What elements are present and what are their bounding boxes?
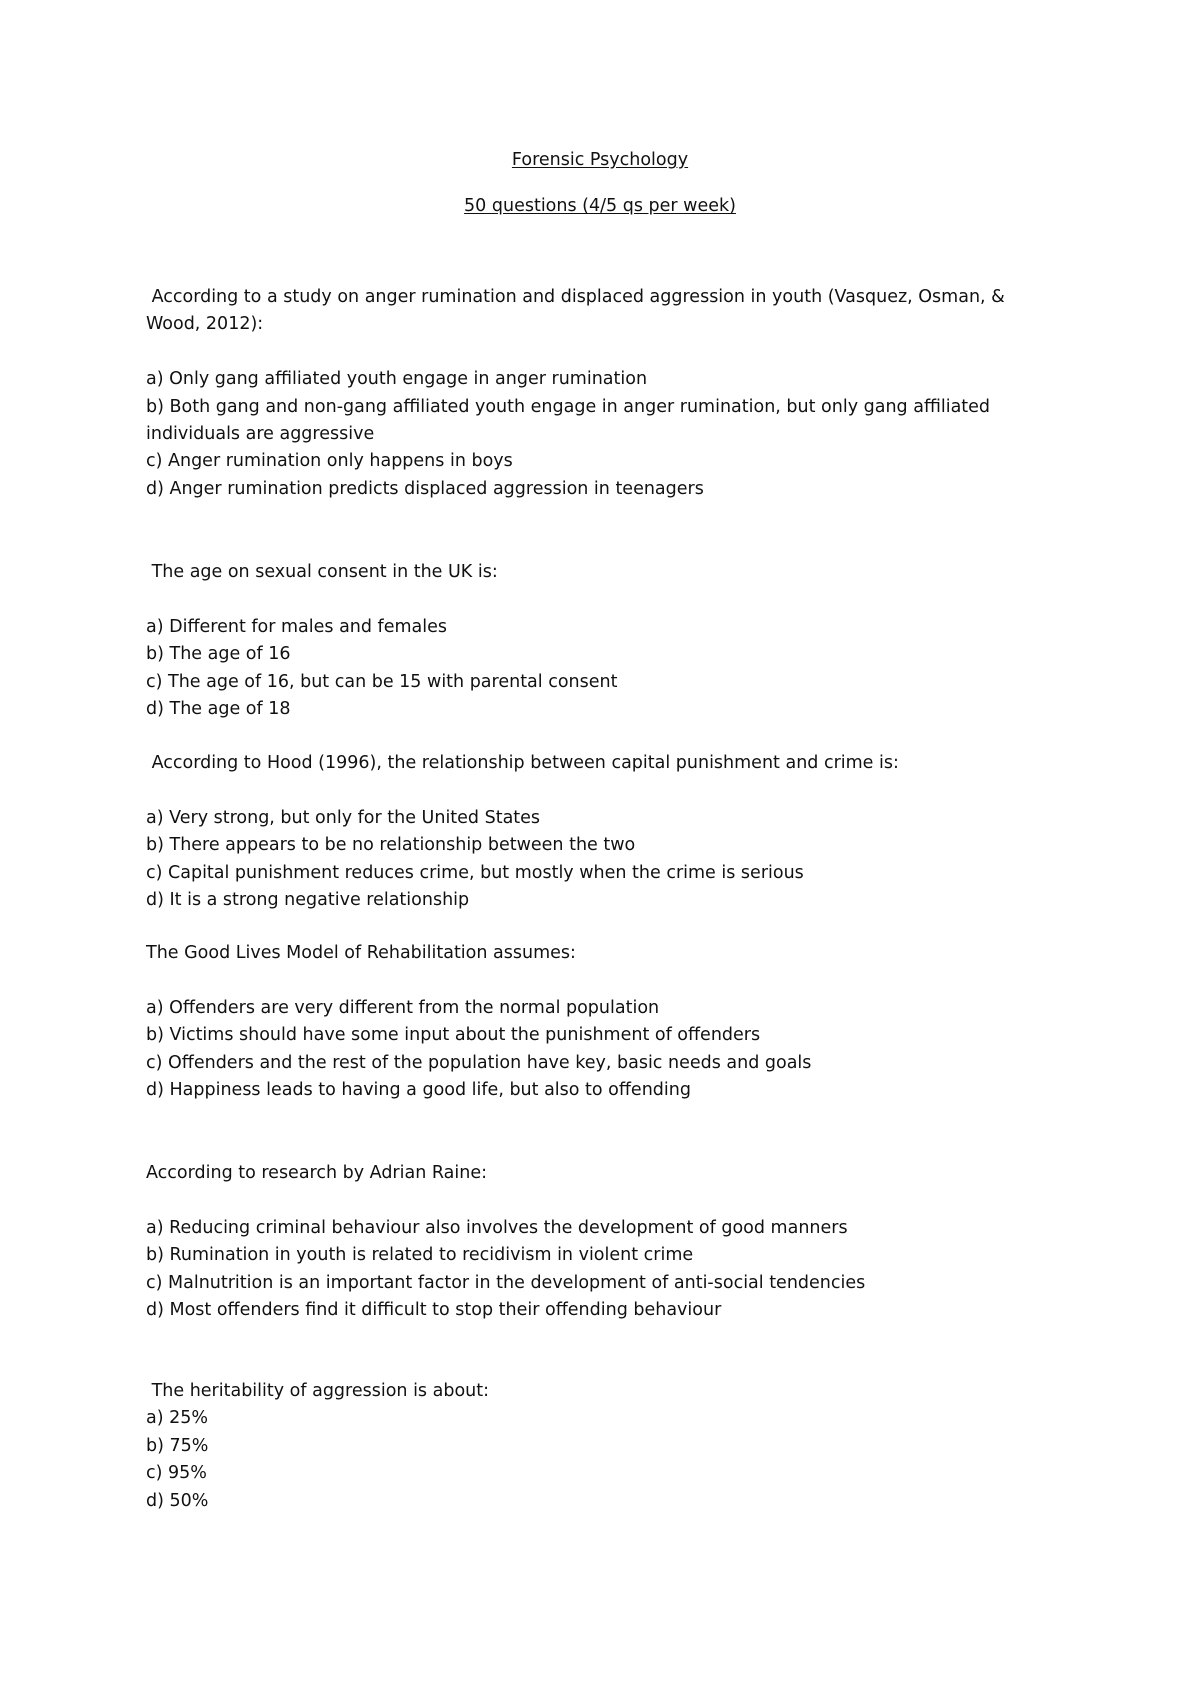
option-c: c) 95% (146, 1463, 207, 1484)
option-a: a) Very strong, but only for the United States (146, 807, 541, 828)
option-d: d) It is a strong negative relationship (146, 890, 470, 911)
question-text: According to Hood (1996), the relationship between capital punishment and crime is: (146, 753, 899, 773)
option-a: a) Different for males and females (146, 616, 448, 637)
option-a: a) 25% (146, 1408, 209, 1429)
question-5 (146, 1160, 1046, 1324)
question-text: According to a study on anger rumination and displaced aggression in youth (Vasquez, Osman, & Wood, 2012): (146, 287, 1011, 335)
option-c: c) Offenders and the rest of the population have key, basic needs and goals (146, 1052, 812, 1073)
option-b: b) Both gang and non-gang affiliated youth engage in anger rumination, but only gang affiliated individuals are aggressive (146, 396, 991, 445)
option-d: d) The age of 18 (146, 699, 291, 720)
option-c: c) Anger rumination only happens in boys (146, 451, 513, 472)
option-b: b) Rumination in youth is related to recidivism in violent crime (146, 1245, 694, 1266)
answer-options (146, 1215, 1046, 1325)
question-2 (146, 559, 1046, 723)
option-a: a) Offenders are very different from the normal population (146, 997, 660, 1018)
option-b: b) 75% (146, 1435, 209, 1456)
answer-options (146, 366, 1046, 503)
document-title: Forensic Psychology (511, 150, 689, 170)
question-4 (146, 940, 1046, 1104)
option-a: a) Reducing criminal behaviour also involves the development of good manners (146, 1217, 848, 1238)
option-d: d) Anger rumination predicts displaced aggression in teenagers (146, 478, 704, 499)
option-b: b) There appears to be no relationship between the two (146, 835, 636, 856)
option-b: b) Victims should have some input about the punishment of offenders (146, 1025, 761, 1046)
question-text: The heritability of aggression is about: (146, 1381, 489, 1401)
question-text: The Good Lives Model of Rehabilitation assumes: (146, 943, 576, 963)
option-d: d) Most offenders find it difficult to stop their offending behaviour (146, 1300, 722, 1321)
option-b: b) The age of 16 (146, 644, 291, 665)
answer-options (146, 805, 1046, 915)
option-d: d) 50% (146, 1490, 209, 1511)
question-3 (146, 750, 1046, 914)
option-d: d) Happiness leads to having a good life, but also to offending (146, 1080, 691, 1101)
option-a: a) Only gang affiliated youth engage in anger rumination (146, 369, 648, 390)
answer-options (146, 614, 1046, 724)
document-subtitle: 50 questions (4/5 qs per week) (464, 196, 736, 216)
question-1 (146, 284, 1046, 503)
question-text: The age on sexual consent in the UK is: (146, 562, 498, 582)
answer-options (146, 1405, 1046, 1515)
option-c: c) The age of 16, but can be 15 with parental consent (146, 671, 618, 692)
question-text: According to research by Adrian Raine: (146, 1163, 487, 1183)
answer-options (146, 995, 1046, 1105)
option-c: c) Capital punishment reduces crime, but mostly when the crime is serious (146, 862, 804, 883)
option-c: c) Malnutrition is an important factor in the development of anti-social tendencies (146, 1272, 866, 1293)
question-6 (146, 1378, 1046, 1515)
